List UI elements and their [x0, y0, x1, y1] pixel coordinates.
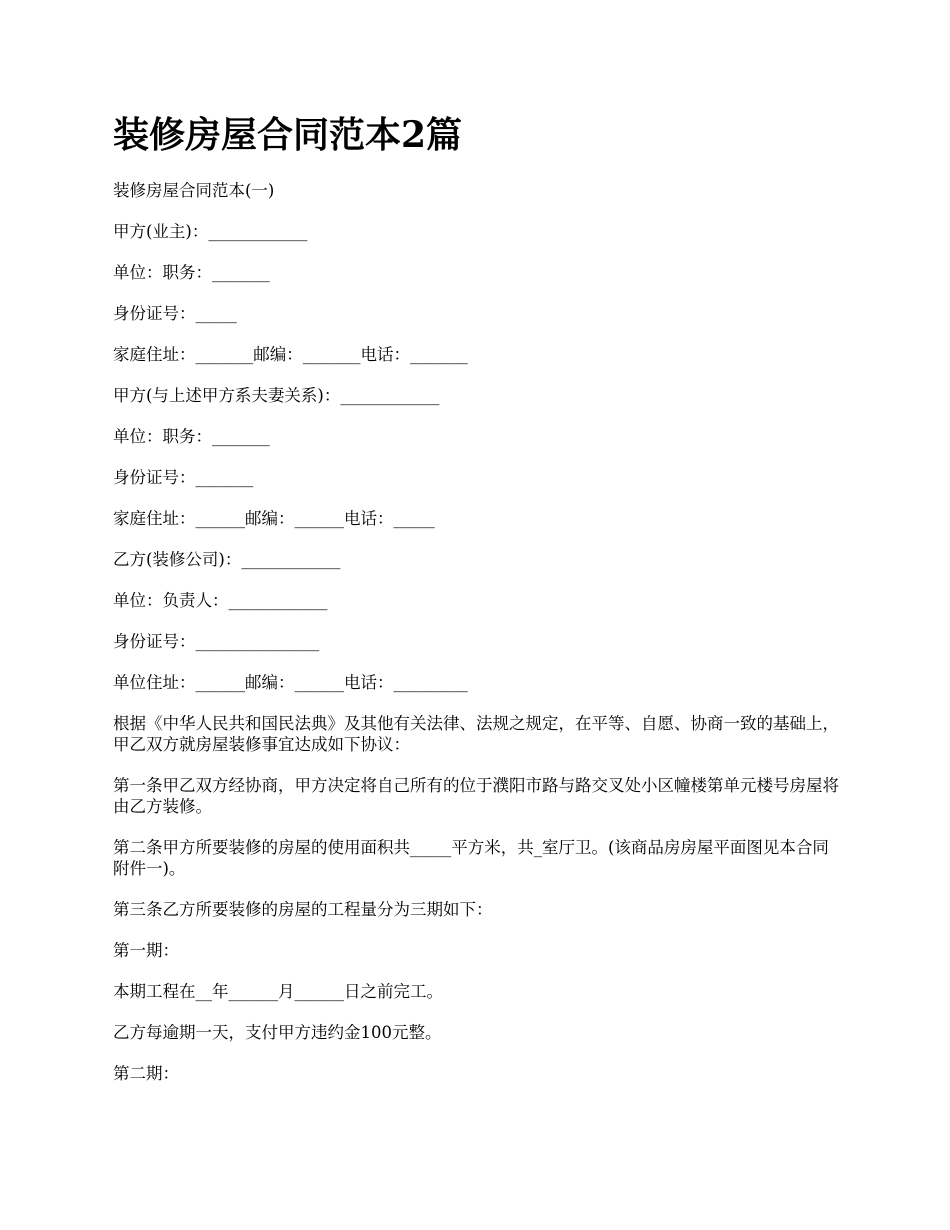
paragraph-party-a: 甲方(业主)：____________ — [113, 222, 308, 241]
paragraph-party-a-spouse: 甲方(与上述甲方系夫妻关系)：____________ — [113, 386, 440, 405]
paragraph-spouse-unit: 单位：职务：_______ — [113, 427, 270, 446]
paragraph-party-b: 乙方(装修公司)：____________ — [113, 550, 341, 569]
paragraph-spouse-id: 身份证号：_______ — [113, 468, 254, 487]
paragraph-preamble: 根据《中华人民共和国民法典》及其他有关法律、法规之规定，在平等、自愿、协商一致的基础上，甲乙双方就房屋装修事宜达成如下协议： — [113, 714, 839, 754]
paragraph-party-b-unit: 单位：负责人：____________ — [113, 591, 328, 610]
paragraph-phase-1-penalty: 乙方每逾期一天，支付甲方违约金100元整。 — [113, 1023, 442, 1042]
paragraph-party-b-address: 单位住址：______邮编：______电话：_________ — [113, 673, 468, 692]
paragraph-phase-2: 第二期： — [113, 1064, 179, 1083]
paragraph-article-2: 第二条甲方所要装修的房屋的使用面积共_____平方米，共_室厅卫。(该商品房房屋平面图见本合同附件一)。 — [113, 838, 829, 878]
paragraph-party-b-id: 身份证号：_______________ — [113, 632, 320, 651]
document-title: 装修房屋合同范本2篇 — [113, 114, 463, 156]
paragraph-party-a-address: 家庭住址：_______邮编：_______电话：_______ — [113, 345, 468, 364]
document-page — [113, 110, 843, 1104]
paragraph-party-a-id: 身份证号：_____ — [113, 304, 237, 323]
paragraph-subtitle: 装修房屋合同范本(一) — [113, 181, 275, 200]
paragraph-phase-1: 第一期： — [113, 941, 179, 960]
paragraph-article-3: 第三条乙方所要装修的房屋的工程量分为三期如下： — [113, 900, 493, 919]
paragraph-party-a-unit: 单位：职务：_______ — [113, 263, 270, 282]
paragraph-phase-1-deadline: 本期工程在__年______月______日之前完工。 — [113, 982, 443, 1001]
paragraph-article-1: 第一条甲乙双方经协商，甲方决定将自己所有的位于濮阳市路与路交叉处小区幢楼第单元楼号房屋将由乙方装修。 — [113, 776, 839, 816]
paragraph-spouse-address: 家庭住址：______邮编：______电话：_____ — [113, 509, 435, 528]
